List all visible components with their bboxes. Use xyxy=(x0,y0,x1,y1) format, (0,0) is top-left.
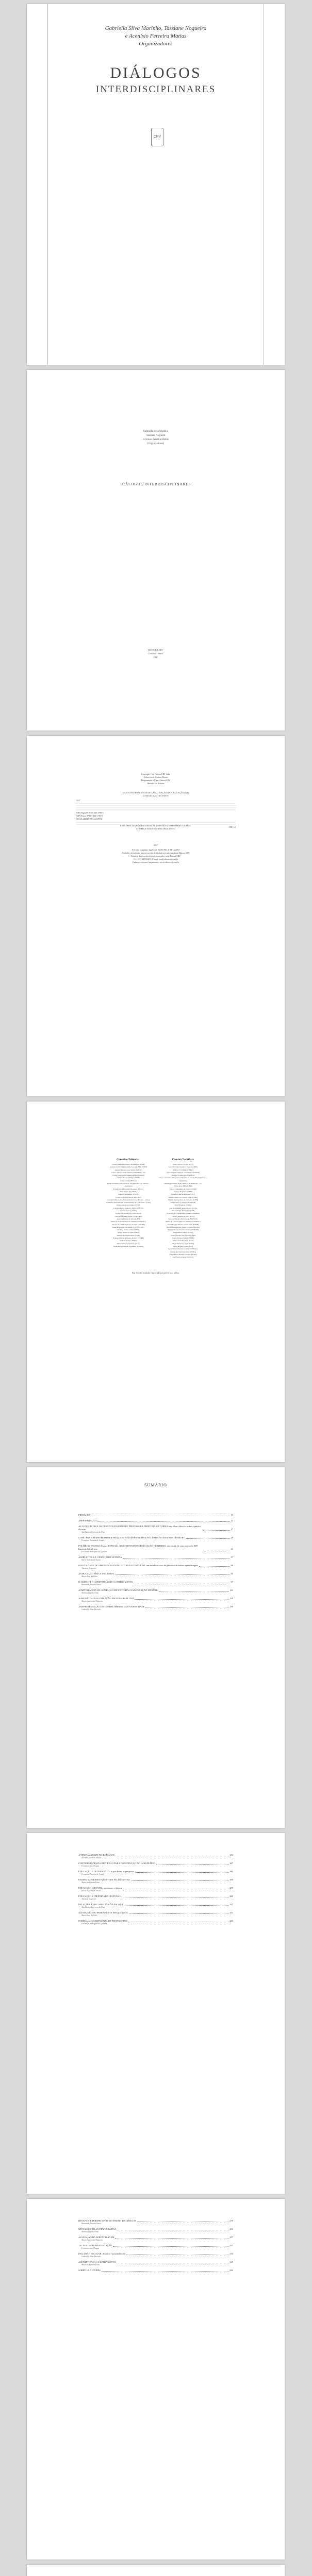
toc-entry-title: A BIBLIOTECA E O ESPAÇO DE LEITURA xyxy=(78,1556,122,1558)
footer-line: Tel.: (41) 3039-6418 - E-mail: sac@editoracrv.com.br xyxy=(133,858,178,860)
toc-entry-page: 69 xyxy=(231,1564,233,1567)
footer-line: Foi feito o depósito legal conf. Lei 10.994 de 14/12/2004 xyxy=(132,849,179,851)
toc-entry[interactable] xyxy=(78,1514,233,1517)
toc-leader-dots xyxy=(135,1872,228,1873)
cover-title-line2: INTERDISCIPLINARES xyxy=(95,84,216,95)
footer-line: Proibida a reprodução parcial ou total desta obra sem autorização da Editora CRV xyxy=(122,852,190,854)
editorial-board-title: Conselho Editorial: xyxy=(117,1158,140,1161)
council-member: Solange Helena Ximenes-Rocha (UFOPA) xyxy=(113,1237,144,1240)
toc-entry-author: Francisca Janaína de Souza xyxy=(81,1539,104,1541)
council-member: Gloria Fariñas León (Universidade de La Havana – Cuba) xyxy=(107,1198,150,1201)
preface-page-1 xyxy=(27,2565,285,2576)
review-note: Este livro foi avaliado e aprovado por pareceristas ad hoc. xyxy=(132,1272,180,1274)
toc-entry[interactable] xyxy=(78,1862,233,1868)
council-member: Barbara Coelho Neves (UFBA) xyxy=(171,1174,195,1177)
toc-entry-author: Karla Roberta de Sousa xyxy=(81,1890,101,1892)
council-member: Diosnel Centurion (Univ Americ. de Asunción – Py) xyxy=(164,1182,202,1185)
toc-entry[interactable] xyxy=(78,1895,233,1901)
toc-entry-title: GESTÃO ESCOLAR DEMOCRÁTICA xyxy=(78,2228,117,2230)
council-member: Francisco Carlos Duarte (PUC-PR) xyxy=(116,1196,141,1198)
toc-leader-dots xyxy=(115,1574,229,1575)
toc-entry[interactable] xyxy=(78,1536,233,1542)
council-member: João Adalberto Campato Junior (UNESP) xyxy=(113,1207,144,1209)
cover-author-line: e Acenisio Ferreira Matias xyxy=(125,33,187,39)
author-line: Tassiane Nogueira xyxy=(146,434,166,437)
toc-list xyxy=(78,2219,233,2275)
half-title-publisher xyxy=(27,648,285,659)
toc-entry-title: O LÚDICO E A CONSTRUÇÃO DO CONHECIMENTO xyxy=(78,1581,133,1583)
cover-author-line: Gabriella Silva Marinho, Tassiane Nogueira xyxy=(105,25,207,31)
toc-entry-title: ENSINO SUPERIOR E QUESTÕES FACILITANTES xyxy=(78,1878,130,1881)
copyright-page xyxy=(27,736,285,1096)
toc-entry-page: 43 xyxy=(231,1548,233,1550)
toc-entry-title: DIFICULDADE DE APRENDIZAGEM NO COTIDIANO ESCOLAR: um estudo de caso do processo de ensino aprendizagem xyxy=(78,1564,198,1567)
toc-entry-author: Lucineide Rodrigues de Queiroz xyxy=(81,1551,107,1553)
doi: DOI 10.24824/978854441787.6 xyxy=(76,818,103,820)
toc-entry-author: Francisco das Chagas xyxy=(81,2247,100,2249)
author-line: (Organizadores) xyxy=(147,443,165,445)
council-member: Élsio José Corá (UFFS) xyxy=(120,1190,137,1193)
council-member: Andréia da Silva Quintanilha Sousa (UNIR/UFRN) xyxy=(109,1166,147,1168)
footer-line: Todos os direitos desta edição reservados pela: Editora CRV xyxy=(130,855,181,857)
toc-entry-author: Maria Aparecida Nogueira xyxy=(81,2239,103,2241)
toc-entry-page: 57 xyxy=(231,1556,233,1558)
toc-entry[interactable] xyxy=(78,1887,233,1892)
toc-entry-title: FORMAÇÃO CONTINUADA DE PROFESSORES xyxy=(78,1920,128,1922)
copyright-footer xyxy=(76,844,236,864)
toc-entry-title: RELAÇÕES ÉTNICO-RACIAIS NA ESCOLA xyxy=(78,1903,123,1906)
isbn-digital: ISBN Digital 978-85-444-1788-3 xyxy=(76,811,104,814)
toc-list xyxy=(78,1854,233,1928)
council-member: Carlos Alberto Vilar Estêvão (UMINHO – PT) xyxy=(111,1171,145,1174)
copyright-line: Copyright © da Editora CRV Ltda. xyxy=(141,773,170,775)
council-member: Suzana dos Santos Gomes (UFMG) xyxy=(170,1250,196,1253)
council-member: Paulo Romualdo Hernandes (UNIFAL-MG) xyxy=(112,1226,144,1228)
council-member: Maria Eurácia Barreto de Andrade (UFRB) xyxy=(167,1223,199,1226)
toc-leader-dots xyxy=(186,1538,230,1539)
toc-entry-title: EDUCAÇÃO E IDENTIDADE CULTURAL xyxy=(78,1895,121,1897)
council-member: Simone Rodrigues Pinto (UNB) xyxy=(117,1234,140,1236)
toc-list xyxy=(78,1514,233,1614)
copyright-line: Editor-chefe: Railson Moura xyxy=(144,776,168,778)
cover-page xyxy=(27,4,285,365)
council-member: Sonia Maria Ferreira Koehler (UNISAL) xyxy=(168,1248,198,1250)
toc-entry-title: EDUCAÇÃO E LETRAMENTO: o que dizem as pesquisas xyxy=(78,1870,135,1873)
council-member: Nilson José Machado (USP) xyxy=(173,1240,193,1242)
toc-entry-page: 279 xyxy=(229,2219,233,2222)
toc-entry-author: Antônia Lucélia Lima xyxy=(81,2231,99,2233)
toc-entry[interactable] xyxy=(78,1870,233,1876)
half-title-page xyxy=(27,370,285,731)
toc-entry-page: 13 xyxy=(231,1519,233,1522)
toc-entry-page: 11 xyxy=(231,1514,233,1516)
toc-entry-author: Francisca Janaína de Souza xyxy=(81,1873,104,1875)
toc-entry-title: PREFÁCIO xyxy=(78,1514,90,1516)
toc-entry-title: DESAFIOS E PERSPECTIVAS DO ENSINO DE CIÊNCIAS xyxy=(78,2219,137,2222)
toc-entry[interactable] xyxy=(78,1556,233,1562)
council-member: Vânia Alves Martins Chaigar (FURG) xyxy=(169,1253,197,1256)
toc-entry[interactable] xyxy=(78,2228,233,2233)
council-member: Inês Bragança (UERJ) xyxy=(175,1204,191,1207)
digital-notice xyxy=(76,824,236,831)
toc-heading: SUMÁRIO xyxy=(144,1483,167,1487)
toc-leader-dots xyxy=(199,1566,230,1567)
council-member: Marcos Vinicius Francisco (UNOESTE) xyxy=(168,1217,198,1220)
author-line: Gabriella Silva Marinho xyxy=(143,430,169,433)
council-member: Carlos Federico Domínguez Avila (Unieuro) xyxy=(112,1174,145,1177)
toc-entry[interactable] xyxy=(78,1589,233,1595)
council-member: Gláucia Maria dos Santos Jorge (UFOP) xyxy=(168,1196,198,1198)
cover-org-label: Organizadores xyxy=(139,41,173,47)
toc-entry-page: 335 xyxy=(229,2252,233,2255)
toc-entry[interactable] xyxy=(78,1519,233,1522)
toc-entry[interactable] xyxy=(78,1911,233,1917)
toc-entry-page: 251 xyxy=(229,1911,233,1914)
toc-entry-page: 83 xyxy=(231,1572,233,1575)
council-member: Cesar Gerónimo Tello (Univer .Nacional Três de Febrero – Argentina) xyxy=(107,1182,150,1188)
copyright-year: 2017 xyxy=(154,844,158,846)
notice-line: CONHEÇA E BAIXE NOSSO APLICATIVO! xyxy=(136,827,175,830)
toc-entry-author: Antônia Lucélia Lima xyxy=(81,1592,99,1594)
toc-page-3 xyxy=(27,2199,285,2560)
toc-entry[interactable] xyxy=(78,1854,233,1859)
cover-title xyxy=(48,65,264,98)
toc-entry-page: 181 xyxy=(229,1870,233,1873)
toc-entry-title: EDUCAÇÃO INFANTIL: a criança e o brincar xyxy=(78,1887,123,1889)
toc-entry[interactable] xyxy=(78,1920,233,1925)
toc-leader-dots xyxy=(135,1599,228,1600)
council-member: Tadeu Oliver Gonçalves (UFPA) xyxy=(117,1242,140,1245)
toc-leader-dots xyxy=(113,2246,228,2247)
toc-entry-author: Maria José da Silva xyxy=(81,1575,97,1578)
toc-leader-dots xyxy=(203,1530,230,1531)
council-member: Silvia Regina Canan (URI) xyxy=(173,1245,193,1247)
council-member: Rodrigo Pratte-Santos (UFES) xyxy=(117,1229,140,1231)
toc-leader-dots xyxy=(129,1913,228,1914)
toc-entry-author: Gabriella Silva Marinho xyxy=(81,2256,101,2258)
toc-entry-author: Lucineide Rodrigues de Queiroz xyxy=(81,1923,107,1925)
notice-line: ESTA OBRA TAMBÉM ENCONTRA-SE DISPONÍVEL EM FORMATO DIGITAL. xyxy=(120,824,191,827)
toc-entry-title: INCLUSÃO ESCOLAR: desafios e possibilidades xyxy=(78,2252,126,2255)
toc-entry-page: 209 xyxy=(229,1887,233,1889)
toc-entry[interactable] xyxy=(78,2244,233,2250)
council-member: Maria Lília Imbiriba Sousa Colares (UFOPA) xyxy=(167,1226,200,1228)
council-member: Leonel Severo Rocha (UNISINOS) xyxy=(116,1212,141,1215)
toc-entry-author: Tassiane Nogueira xyxy=(81,1567,96,1569)
toc-entry-page: 195 xyxy=(229,1878,233,1881)
editorial-board xyxy=(104,1158,153,1259)
council-member: Mônica Pereira dos Santos (UFRJ) xyxy=(170,1234,196,1236)
toc-entry-page: 307 xyxy=(229,2236,233,2239)
toc-entry[interactable] xyxy=(78,2261,233,2266)
scientific-committee xyxy=(159,1158,207,1259)
isbn-print: ISBN Físico 978-85-444-1787-6 xyxy=(76,815,103,817)
council-member: Josania Portela (UFPI) xyxy=(120,1210,137,1212)
toc-leader-dots xyxy=(131,1880,229,1881)
toc-entry-page: 167 xyxy=(229,1862,233,1865)
toc-entry[interactable] xyxy=(78,2252,233,2258)
toc-entry-title: AS CONQUISTAS E OS DESAFIOS DO PROJETO PROFESSORA DIRETORA DE TURMA: um olhar reflexivo sobre a prática docente xyxy=(78,1525,201,1531)
toc-entry[interactable] xyxy=(78,1572,233,1578)
council-member: Elione Maria Nogueira Diogenes (UFAL) xyxy=(113,1188,144,1190)
author-line: Acenisio Ferreira Matias xyxy=(143,438,169,441)
toc-entry-page: 293 xyxy=(229,2228,233,2230)
council-member: Ilma Passos A. Veiga (UNICEUB) xyxy=(170,1201,196,1204)
cdu-code: CDU 12 xyxy=(228,826,236,828)
cip-code: D537 xyxy=(76,799,80,802)
toc-entry-author: Ana Beatriz Ferreira da Silva xyxy=(81,1531,105,1533)
publisher-line: Curitiba - Brasil xyxy=(148,652,163,655)
council-member: José de Ribamar Sousa Pereira (UCB) xyxy=(169,1207,197,1209)
council-member: Najela Tavares Ujiie (UTFPR) xyxy=(172,1237,194,1240)
council-page xyxy=(27,1101,285,1462)
toc-entry-title: A TEXTUALIDADE NO ROMANCE xyxy=(78,1854,115,1856)
toc-entry-title: A EDUCAÇÃO FÍSICA INCLUSIVA xyxy=(78,1572,114,1575)
toc-entry[interactable] xyxy=(78,1581,233,1586)
toc-leader-dots xyxy=(102,2271,228,2272)
toc-entry[interactable] xyxy=(78,2269,233,2272)
toc-entry-title: APRESENTAÇÃO xyxy=(78,1519,97,1522)
toc-entry[interactable] xyxy=(78,1605,233,1611)
council-member: Elizeu Clementino (UNEB) xyxy=(118,1193,139,1196)
half-title-title: DIÁLOGOS INTERDISCIPLINARES xyxy=(120,482,191,486)
toc-entry[interactable] xyxy=(78,1597,233,1603)
toc-entry[interactable] xyxy=(78,1545,233,1553)
cover-authors xyxy=(48,25,264,48)
toc-page-1 xyxy=(27,1467,285,1828)
toc-entry-page: 363 xyxy=(229,2269,233,2272)
toc-leader-dots xyxy=(97,1521,229,1522)
toc-leader-dots xyxy=(156,1864,229,1865)
toc-entry-page: 29 xyxy=(231,1536,233,1539)
council-member: Helder Buenos Aires de Carvalho (UFPI) xyxy=(168,1198,198,1201)
council-member: Anna Augusta Sampaio de Oliveira (UNESP) xyxy=(167,1171,200,1174)
toc-entry-title: COMO FORMAR PROFESSORES PEDAGOGOS NA PERSPECTIVA INCLUSIVA NO ENSINO SUPERIOR? xyxy=(78,1536,185,1539)
toc-entry-title: A AFETIVIDADE NA RELAÇÃO PROFESSOR-ALUNO xyxy=(78,1597,134,1600)
cip-title: DADOS INTERNACIONAIS DE CATALOGAÇÃO NA PUBLICAÇÃO (CIP) xyxy=(122,791,189,794)
toc-entry-author: Tassiane Nogueira xyxy=(81,1898,96,1900)
toc-entry-page: 153 xyxy=(229,1854,233,1856)
council-member: Maria Lília Imbiriba Sousa Colares (UFOPA) xyxy=(112,1223,145,1226)
publisher-line: 2017 xyxy=(153,656,158,658)
toc-entry-page: 139 xyxy=(229,1605,233,1608)
council-columns xyxy=(104,1158,207,1259)
council-member: Antônio Pereira Gaio Júnior (UFRRJ) xyxy=(114,1168,142,1171)
toc-entry-author: Maria de Fátima Lima xyxy=(81,1882,100,1884)
council-member: Maria de Lourdes Pinto de Almeida (UNOESC) xyxy=(166,1221,201,1223)
council-member: Altair Alberto Fávero (UPF) xyxy=(173,1163,193,1165)
publisher-line: EDITORA CRV xyxy=(148,649,163,651)
toc-entry-author: Maria Aparecida Nogueira xyxy=(81,1600,103,1602)
toc-entry-page: 125 xyxy=(229,1597,233,1600)
cip-subtitle: CATALOGAÇÃO NA FONTE xyxy=(142,794,169,797)
council-member: Cesar Gerónimo Tello (Universidad Nacional de Três de Febrero – Argentina) xyxy=(159,1177,207,1182)
council-member: Tania Suely Azevedo Brasileiro (UFOPA) xyxy=(113,1245,144,1247)
toc-entry-author: Raimunda Nonata Sousa xyxy=(81,2223,101,2225)
toc-entry-title: SOBRE OS AUTORES xyxy=(78,2269,101,2272)
council-member: Kilwangy Kya Kapitango-a-Samba (Unemat) xyxy=(167,1212,200,1215)
council-member: Míghian Danae Ferreira Nunes (UNILAB) xyxy=(168,1229,199,1231)
council-member: Lourdes Helena da Silva (UFV) xyxy=(171,1215,195,1217)
toc-entry-title: TECNOLOGIAS NA EDUCAÇÃO xyxy=(78,2244,112,2247)
toc-entry-page: 223 xyxy=(229,1895,233,1897)
council-member: Mohammed Elhajji (UFRJ) xyxy=(173,1231,193,1234)
toc-entry-author: Acenisio Ferreira Matias xyxy=(81,1857,102,1859)
toc-entry-title: CONTRIBUIÇÕES DA REFLEXÃO PARA CONSTRUÇÃO DO IMAGINÁRIO xyxy=(78,1862,155,1865)
toc-entry-page: 349 xyxy=(229,2261,233,2263)
toc-entry-title: AVALIAÇÃO DA APRENDIZAGEM xyxy=(78,2236,114,2239)
copyright-line: Diagramação e Capa: Editora CRV xyxy=(141,779,171,782)
council-member: Vera Lucia Gaspar (UDESC) xyxy=(172,1256,194,1259)
toc-entry-page: 237 xyxy=(229,1903,233,1906)
toc-entry[interactable] xyxy=(78,2219,233,2225)
council-member: Lídia de Oliveira Xavier (UNIEURO) xyxy=(114,1215,142,1217)
toc-entry-title: A REPRESENTAÇÃO DO CONHECIMENTO NA UNIVERSIDADE xyxy=(78,1605,145,1608)
toc-entry[interactable] xyxy=(78,1878,233,1884)
council-member: Aldira Guimarães Duarte Domínguez (UNB) xyxy=(112,1163,145,1165)
council-member: Eliane Rose Maio (UEM) xyxy=(173,1185,193,1188)
toc-entry[interactable] xyxy=(78,1564,233,1570)
toc-leader-dots xyxy=(124,1905,228,1906)
toc-entry-title: POLÍTICAS DE EDUCAÇÃO ESPECIAL NO CONTEXTO DA EDUCAÇÃO GERDRRES: um estudo de caso na escola EEF Isaías da Silva Lima xyxy=(78,1545,198,1550)
toc-entry-page: 111 xyxy=(229,1589,233,1591)
copyright-lines xyxy=(76,773,236,785)
toc-entry-author: Francisco das Chagas xyxy=(81,1865,100,1867)
council-member: Fauston Negreiros (UFPI) xyxy=(173,1190,193,1193)
council-member: Carmen Tereza Velanga (UNIR) xyxy=(117,1177,140,1179)
toc-entry-author: Gabriella Silva Marinho xyxy=(81,1608,101,1611)
toc-entry-author: Karla Roberta de Sousa xyxy=(81,1559,101,1561)
council-member: Andréia N. Militão (UEMS) xyxy=(173,1168,193,1171)
copyright-line: Revisão: Os Autores xyxy=(147,782,165,785)
toc-entry[interactable] xyxy=(78,1903,233,1909)
council-member: Ana Chrystina Venancio Mignot (UERJ) xyxy=(168,1166,198,1168)
council-member: Jailson Alves dos Santos (UFRJ) xyxy=(117,1204,140,1207)
toc-entry-author: Ana Beatriz Ferreira da Silva xyxy=(81,1906,105,1908)
cover-title-line1: DIÁLOGOS xyxy=(110,64,202,81)
toc-entry-title: ALFABETIZAÇÃO E LETRAMENTO xyxy=(78,2261,116,2263)
toc-entry[interactable] xyxy=(78,2236,233,2242)
council-member: Guillermo Arias Beatón (Universidade de La Havana – Cuba) xyxy=(106,1201,151,1204)
footer-line: Conheça os nossos lançamentos: www.editoracrv.com.br xyxy=(132,861,179,863)
council-member: Sérgio Nunes de Jesus (IFRO) xyxy=(117,1231,140,1234)
council-member: Celso Conti (UFSCar) xyxy=(120,1179,137,1182)
toc-entry-page: 321 xyxy=(229,2244,233,2247)
toc-leader-dots xyxy=(145,1607,228,1608)
scientific-committee-title: Comitê Científico: xyxy=(172,1158,194,1161)
toc-entry-title: A IMPORTÂNCIA DA CONTAÇÃO DE HISTÓRIAS NA EDUCAÇÃO INFANTIL xyxy=(78,1589,158,1591)
toc-entry-author: Maria de Fátima Lima xyxy=(81,2264,100,2266)
cover-frame xyxy=(47,4,264,365)
toc-entry-page: 17 xyxy=(231,1528,233,1531)
toc-entry-page: 97 xyxy=(231,1581,233,1583)
council-member: Sérgio Nunes de Jesus (IFRO) xyxy=(172,1242,194,1245)
toc-entry-title: A DANÇA COMO FERRAMENTA PEDAGÓGICA xyxy=(78,1911,128,1914)
council-member: Sydione Santos (UEPG) xyxy=(119,1240,138,1242)
toc-leader-dots xyxy=(115,2238,228,2239)
toc-page-2 xyxy=(27,1833,285,2194)
toc-entry-page: 265 xyxy=(229,1920,233,1922)
council-member: Maria de Lourdes Pinto de Almeida (UNOESC) xyxy=(111,1221,146,1223)
council-member: Jussara Fraga Portugal (UNEB) xyxy=(171,1210,195,1212)
council-member: Francisco Ari de Andrade (UFC) xyxy=(171,1193,195,1196)
toc-entry-author: Maria José da Silva xyxy=(81,1914,97,1917)
toc-entry-author: Raimunda Nonata Sousa xyxy=(81,1584,101,1586)
half-title-authors xyxy=(27,430,285,446)
cip-block xyxy=(76,791,236,829)
council-member: Lourdes Helena da Silva (UFV) xyxy=(117,1217,140,1220)
council-member: Elizeu Clementino de Souza (UNEB) xyxy=(169,1188,197,1190)
publisher-logo: CRV xyxy=(151,128,163,146)
toc-entry[interactable] xyxy=(78,1525,233,1534)
